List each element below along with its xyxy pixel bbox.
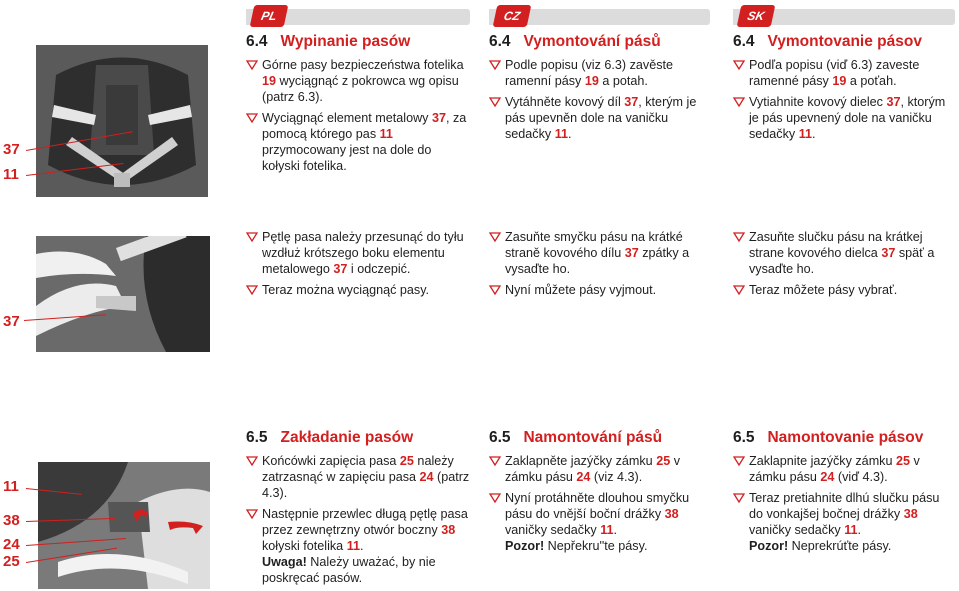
items-s3-sk [733, 453, 955, 559]
instruction-text: , ktorým je pás upevnený dole na vaničku sedačky [749, 95, 946, 141]
triangle-bullet-icon [489, 231, 501, 243]
instruction-text: (viz 4.3). [590, 470, 643, 484]
triangle-bullet-icon [489, 59, 501, 71]
instruction-text: Końcówki zapięcia pasa [262, 454, 400, 468]
instruction-item [246, 110, 471, 174]
instruction-text: (patrz 4.3). [262, 470, 470, 500]
instruction-item [489, 229, 713, 277]
instruction-text: wyciągnąć z pokrowca wg opisu (patrz 6.3). [262, 74, 459, 104]
lang-tag-sk: SK [737, 5, 776, 27]
instruction-text: Zasuňte slučku pásu na krátkej strane kovového dielca [749, 230, 923, 260]
reference-number: 11 [554, 127, 569, 141]
items-s3-cz [489, 453, 713, 559]
items-s3-pl [246, 453, 471, 591]
triangle-bullet-icon [489, 492, 501, 504]
reference-number: 11 [798, 127, 813, 141]
reference-number: 38 [441, 523, 456, 537]
instruction-item [489, 453, 713, 485]
reference-number: 37 [886, 95, 901, 109]
reference-number: 19 [584, 74, 599, 88]
items-s2-pl [246, 229, 471, 303]
triangle-bullet-icon [246, 59, 258, 71]
reference-number: 19 [262, 74, 277, 88]
instruction-text: Zasuňte smyčku pásu na krátké straně kovového dílu [505, 230, 683, 260]
triangle-bullet-icon [733, 59, 745, 71]
instruction-text: Vytiahnite kovový dielec [749, 95, 887, 109]
items-s1-sk [733, 57, 955, 147]
triangle-bullet-icon [489, 284, 501, 296]
header-bar-pl [246, 9, 470, 25]
instruction-item [733, 57, 955, 89]
instruction-item [733, 282, 955, 298]
instruction-text: , kterým je pás upevněn dole na vaničku sedačky [505, 95, 697, 141]
reference-number: 37 [431, 111, 446, 125]
instruction-text: i odczepić. [347, 262, 411, 276]
triangle-bullet-icon [246, 455, 258, 467]
header-bar-sk [733, 9, 955, 25]
heading-6-4-pl: 6.4 Wypinanie pasów [246, 33, 411, 50]
instruction-text: Podle popisu (viz 6.3) zavěste ramenní pásy [505, 58, 674, 88]
instruction-text: vaničky sedačky [505, 523, 601, 537]
instruction-text: . [360, 539, 364, 553]
callout-25-s3: 25 [3, 553, 20, 570]
instruction-item [733, 453, 955, 485]
reference-number: 37 [333, 262, 348, 276]
instruction-text: Należy uważać, by nie poskręcać pasów. [262, 555, 436, 585]
instruction-text: Teraz môžete pásy vybrať. [749, 283, 898, 297]
reference-number: 25 [656, 454, 671, 468]
instruction-text: Nyní můžete pásy vyjmout. [505, 283, 657, 297]
instruction-text: Teraz można wyciągnąć pasy. [262, 283, 430, 297]
callout-24-s3: 24 [3, 536, 20, 553]
instruction-text: Nepřekru''te pásy. [544, 539, 648, 553]
callout-11-s3: 11 [3, 478, 19, 495]
instruction-text: przymocowany jest na dole do kołyski fotelika. [262, 143, 432, 173]
instruction-text: Neprekrúťte pásy. [788, 539, 892, 553]
instruction-text: Górne pasy bezpieczeństwa fotelika [262, 58, 464, 72]
instruction-item [246, 57, 471, 105]
triangle-bullet-icon [246, 112, 258, 124]
instruction-item [489, 94, 713, 142]
instruction-item [733, 94, 955, 142]
reference-number: 24 [576, 470, 591, 484]
photo-threading-belt [38, 462, 210, 589]
photo-hands-removing-belt [36, 236, 210, 352]
instruction-item [489, 57, 713, 89]
reference-number: 37 [881, 246, 896, 260]
header-bar-cz [489, 9, 710, 25]
triangle-bullet-icon [489, 455, 501, 467]
warning-label: Pozor! [505, 539, 545, 553]
seat-shell-illustration [36, 45, 208, 197]
instruction-text: Vytáhněte kovový díl [505, 95, 625, 109]
instruction-text: vaničky sedačky [749, 523, 845, 537]
callout-37-s1: 37 [3, 141, 20, 158]
callout-38-s3: 38 [3, 512, 20, 529]
reference-number: 24 [419, 470, 434, 484]
reference-number: 38 [664, 507, 679, 521]
instruction-item [733, 490, 955, 554]
items-s2-sk [733, 229, 955, 303]
heading-6-5-cz: 6.5 Namontování pásů [489, 429, 663, 446]
instruction-item [246, 229, 471, 277]
instruction-text: Wyciągnąć element metalowy [262, 111, 432, 125]
reference-number: 11 [600, 523, 614, 537]
items-s1-pl [246, 57, 471, 179]
heading-6-5-pl: 6.5 Zakładanie pasów [246, 429, 414, 446]
items-s2-cz [489, 229, 713, 303]
photo-seat-shell [36, 45, 208, 197]
instruction-text: , za pomocą którego pas [262, 111, 467, 141]
reference-number: 25 [399, 454, 414, 468]
instruction-text: Następnie przewlec długą pętlę pasa przez zewnętrzny otwór boczny [262, 507, 468, 537]
instruction-text: Pętlę pasa należy przesunąć do tyłu wzdłuż krótszego boku elementu metalowego [262, 230, 464, 276]
triangle-bullet-icon [489, 96, 501, 108]
instruction-text: Nyní protáhněte dlouhou smyčku pásu do vnější boční drážky [505, 491, 690, 521]
triangle-bullet-icon [246, 508, 258, 520]
lang-tag-cz: CZ [493, 5, 532, 27]
triangle-bullet-icon [246, 284, 258, 296]
instruction-item [246, 453, 471, 501]
instruction-text: (viď 4.3). [834, 470, 888, 484]
instruction-text: a poťah. [846, 74, 897, 88]
reference-number: 38 [903, 507, 918, 521]
heading-6-4-sk: 6.4 Vymontovanie pásov [733, 33, 922, 50]
reference-number: 11 [379, 127, 393, 141]
callout-37-s2: 37 [3, 313, 20, 330]
instruction-text: należy zatrzasnąć w zapięciu pasa [262, 454, 454, 484]
instruction-item [246, 506, 471, 586]
reference-number: 25 [895, 454, 910, 468]
warning-label: Uwaga! [262, 555, 307, 569]
reference-number: 11 [844, 523, 858, 537]
triangle-bullet-icon [733, 96, 745, 108]
heading-6-5-sk: 6.5 Namontovanie pásov [733, 429, 924, 446]
items-s1-cz [489, 57, 713, 147]
instruction-text: Zaklapněte jazýčky zámku [505, 454, 657, 468]
instruction-text: kołyski fotelika [262, 539, 347, 553]
warning-label: Pozor! [749, 539, 789, 553]
instruction-text: Teraz pretiahnite dlhú slučku pásu do vonkajšej bočnej drážky [749, 491, 940, 521]
instruction-item [489, 490, 713, 554]
reference-number: 11 [346, 539, 361, 553]
instruction-text: . [568, 127, 572, 141]
instruction-text: a potah. [598, 74, 648, 88]
reference-number: 37 [624, 246, 639, 260]
instruction-text: . [857, 523, 862, 537]
instruction-text: v zámku pásu [749, 454, 920, 484]
triangle-bullet-icon [246, 231, 258, 243]
threading-illustration [38, 462, 210, 589]
instruction-item [489, 282, 713, 298]
triangle-bullet-icon [733, 455, 745, 467]
triangle-bullet-icon [733, 492, 745, 504]
instruction-text: späť a vysaďte ho. [749, 246, 935, 276]
callout-11-s1: 11 [3, 166, 19, 183]
heading-6-4-cz: 6.4 Vymontování pásů [489, 33, 661, 50]
instruction-text: Zaklapnite jazýčky zámku [749, 454, 896, 468]
instruction-text: . [613, 523, 618, 537]
instruction-text: v zámku pásu [505, 454, 680, 484]
reference-number: 24 [820, 470, 835, 484]
triangle-bullet-icon [733, 284, 745, 296]
triangle-bullet-icon [733, 231, 745, 243]
instruction-text: . [812, 127, 816, 141]
instruction-item [733, 229, 955, 277]
lang-tag-pl: PL [250, 5, 289, 27]
instruction-text: Podľa popisu (viď 6.3) zaveste ramenné pásy [749, 58, 920, 88]
reference-number: 37 [624, 95, 639, 109]
reference-number: 19 [832, 74, 847, 88]
instruction-text: zpátky a vysaďte ho. [505, 246, 690, 276]
hands-illustration [36, 236, 210, 352]
instruction-item [246, 282, 471, 298]
